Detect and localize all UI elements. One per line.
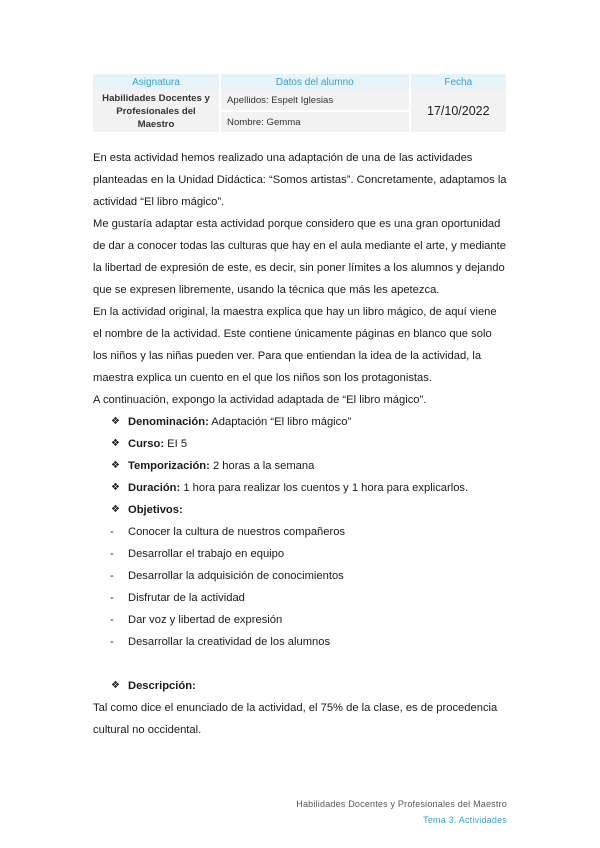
info-row <box>93 90 506 111</box>
objective-item <box>93 543 508 565</box>
document-body <box>93 147 508 741</box>
detail-value: EI 5 <box>164 438 188 450</box>
paragraph-reason: Me gustaría adaptar esta actividad porque considero que es una gran oportunidad de dar a conocer todas las culturas que hay en el aula mediante el arte, y mediante la libertad de expresión de este, es decir, sin poner límites a los alumnos y dejando que se expresen libremente, usando la técnica que más les apetezca. <box>93 218 506 296</box>
detail-label: Denominación: <box>128 416 209 428</box>
dash-bullet: - <box>110 614 114 626</box>
page-footer <box>296 796 507 828</box>
objective-text: Disfrutar de la actividad <box>128 592 245 604</box>
paragraph-intro: En esta actividad hemos realizado una adaptación de una de las actividades planteadas en la Unidad Didáctica: “Somos artistas”. Concretamente, adaptamos la actividad “El libro mágico”. <box>93 152 507 208</box>
objective-item <box>93 587 508 609</box>
description-label: Descripción: <box>128 680 196 692</box>
diamond-bullet-icon: ❖ <box>111 460 120 471</box>
objective-item <box>93 521 508 543</box>
objectives-list <box>93 521 508 653</box>
dash-bullet: - <box>110 548 114 560</box>
objective-item <box>93 631 508 653</box>
objective-text: Desarrollar la adquisición de conocimientos <box>128 570 344 582</box>
objective-text: Desarrollar la creatividad de los alumnos <box>128 636 331 648</box>
objective-text: Dar voz y libertad de expresión <box>128 614 283 626</box>
diamond-bullet-icon: ❖ <box>111 680 120 691</box>
dash-bullet: - <box>110 592 114 604</box>
detail-item <box>93 433 508 455</box>
diamond-bullet-icon: ❖ <box>111 438 120 449</box>
name-cell: Nombre: Gemma <box>220 111 410 132</box>
column-header-date: Fecha <box>410 74 506 90</box>
diamond-bullet-icon: ❖ <box>111 504 120 515</box>
detail-value: Adaptación “El libro mágico” <box>208 416 352 428</box>
footer-course: Habilidades Docentes y Profesionales del Maestro <box>296 799 507 809</box>
detail-item <box>93 499 508 521</box>
detail-item <box>93 411 508 433</box>
description-heading-list <box>93 675 508 697</box>
paragraph-description: Tal como dice el enunciado de la actividad, el 75% de la clase, es de procedencia cultural no occidental. <box>93 702 498 736</box>
objective-item <box>93 609 508 631</box>
objective-item <box>93 565 508 587</box>
detail-value: 1 hora para realizar los cuentos y 1 hora para explicarlos. <box>180 482 469 494</box>
column-header-student: Datos del alumno <box>220 74 410 90</box>
detail-item <box>93 477 508 499</box>
objective-text: Conocer la cultura de nuestros compañeros <box>128 526 346 538</box>
date-cell: 17/10/2022 <box>410 90 506 132</box>
detail-value: 2 horas a la semana <box>209 460 315 472</box>
dash-bullet: - <box>110 570 114 582</box>
detail-label: Temporización: <box>128 460 210 472</box>
header-row <box>93 74 506 90</box>
subject-cell: Habilidades Docentes y Profesionales del Maestro <box>93 90 220 132</box>
column-header-subject: Asignatura <box>93 74 220 90</box>
detail-item <box>93 455 508 477</box>
details-list <box>93 411 508 521</box>
detail-label: Objetivos: <box>128 504 183 516</box>
objective-text: Desarrollar el trabajo en equipo <box>128 548 285 560</box>
paragraph-transition: A continuación, expongo la actividad adaptada de “El libro mágico”. <box>93 394 427 406</box>
dash-bullet: - <box>110 526 114 538</box>
diamond-bullet-icon: ❖ <box>111 416 120 427</box>
dash-bullet: - <box>110 636 114 648</box>
diamond-bullet-icon: ❖ <box>111 482 120 493</box>
surnames-cell: Apellidos: Espelt Iglesias <box>220 90 410 111</box>
paragraph-original: En la actividad original, la maestra explica que hay un libro mágico, de aquí viene el nombre de la actividad. Este contiene únicamente páginas en blanco que solo los niños y las niñas pueden ver. Para que entiendan la idea de la actividad, la maestra explica un cuento en el que los niños son los protagonistas. <box>93 306 497 384</box>
spacer <box>93 653 508 675</box>
detail-label: Curso: <box>128 438 165 450</box>
description-heading <box>93 675 508 697</box>
footer-topic: Tema 3. Actividades <box>423 815 507 825</box>
header-table <box>93 74 506 132</box>
detail-label: Duración: <box>128 482 181 494</box>
